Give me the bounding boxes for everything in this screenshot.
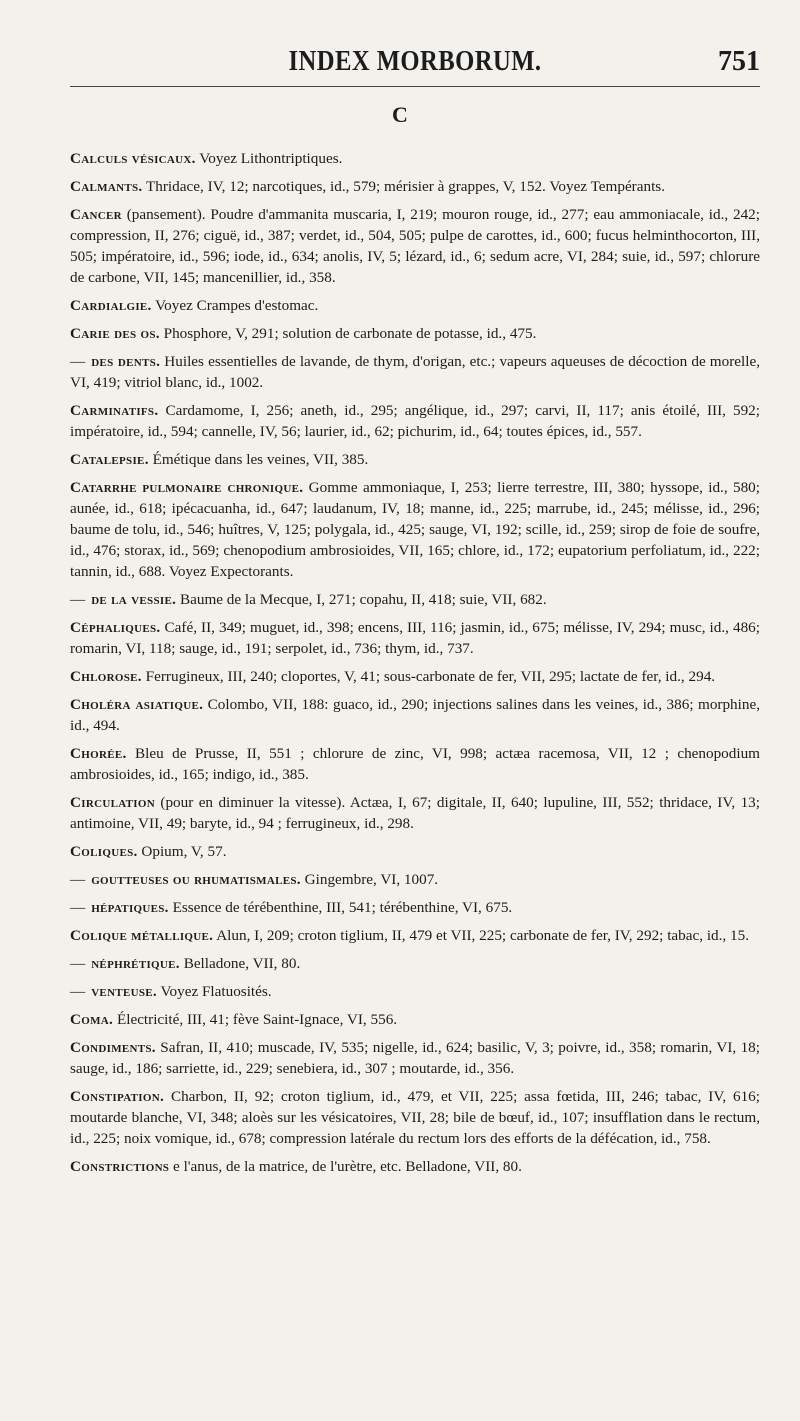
- entry-text: Émétique dans les veines, VII, 385.: [148, 451, 369, 468]
- index-entry: [70, 869, 760, 890]
- entry-text: Alun, I, 209; croton tiglium, II, 479 et VII, 225; carbonate de fer, IV, 292; tabac, id., 15.: [213, 927, 750, 944]
- entry-text: Gomme ammoniaque, I, 253; lierre terrestre, III, 380; hyssope, id., 580; aunée, id., 618; ipécacuanha, id., 647; laudanum, IV, 18; manne, id., 225; marrube, id., 245; mélisse, id., 296; baume de tolu, id., 546; huîtres, V, 125; polygala, id., 425; sauge, VI, 192; scille, id., 259; sirop de foie de soufre, id., 476; storax, id., 569; chenopodium ambrosioides, VII, 165; chlore, id., 172; eupatorium perfoliatum, id., 222; tannin, id., 688. Voyez Expectorants.: [70, 479, 760, 580]
- entry-heading: Carie des os.: [70, 325, 160, 342]
- entry-text: Gingembre, VI, 1007.: [300, 871, 439, 888]
- entry-text: Thridace, IV, 12; narcotiques, id., 579; mérisier à grappes, V, 152. Voyez Tempérants.: [142, 178, 666, 195]
- entry-text: Électricité, III, 41; fève Saint-Ignace, VI, 556.: [113, 1011, 398, 1028]
- index-entry: [70, 1009, 760, 1030]
- entry-text: Voyez Lithontriptiques.: [195, 150, 343, 167]
- entry-heading: hépatiques.: [91, 899, 169, 916]
- index-entry: [70, 400, 760, 442]
- index-entry: [70, 148, 760, 169]
- index-entry: [70, 897, 760, 918]
- entry-heading: goutteuses ou rhumatismales.: [91, 871, 301, 888]
- index-entry: [70, 792, 760, 834]
- entry-text: (pour en diminuer la vitesse). Actæa, I, 67; digitale, II, 640; lupuline, III, 552; thridace, IV, 13; antimoine, VII, 49; baryte, id., 94 ; ferrugineux, id., 298.: [70, 794, 760, 832]
- entry-heading: Constrictions: [70, 1158, 170, 1175]
- entry-dash: —: [70, 591, 86, 608]
- entry-dash: —: [70, 353, 86, 370]
- entry-text: Colombo, VII, 188: guaco, id., 290; injections salines dans les veines, id., 386; morphine, id., 494.: [70, 696, 761, 734]
- index-entry: [70, 589, 760, 610]
- entry-heading: Choléra asiatique.: [70, 696, 204, 713]
- index-entry: [70, 449, 760, 470]
- entry-dash: —: [70, 955, 86, 972]
- entry-text: Baume de la Mecque, I, 271; copahu, II, 418; suie, VII, 682.: [176, 591, 547, 608]
- entry-text: Huiles essentielles de lavande, de thym, d'origan, etc.; vapeurs aqueuses de décoction de morelle, VI, 419; vitriol blanc, id., 1002.: [70, 353, 760, 391]
- entry-heading: néphrétique.: [91, 955, 180, 972]
- entry-heading: Cardialgie.: [70, 297, 152, 314]
- index-entry: [70, 477, 760, 582]
- entry-text: Charbon, II, 92; croton tiglium, id., 479, et VII, 225; assa fœtida, III, 246; tabac, IV, 616; moutarde blanche, VI, 348; aloès sur les vésicatoires, VII, 28; bile de bœuf, id., 107; insufflation dans le rectum, id., 225; noix vomique, id., 678; compression latérale du rectum lors des efforts de la défécation, id., 758.: [70, 1088, 760, 1147]
- entry-text: Voyez Flatuosités.: [156, 983, 272, 1000]
- entry-dash: —: [70, 871, 86, 888]
- entry-heading: Cancer: [70, 206, 122, 223]
- page-number: 751: [718, 46, 760, 77]
- entry-heading: Calculs vésicaux.: [70, 150, 196, 167]
- entry-text: Essence de térébenthine, III, 541; térébenthine, VI, 675.: [168, 899, 513, 916]
- entry-heading: Catarrhe pulmonaire chronique.: [70, 479, 304, 496]
- entry-text: Bleu de Prusse, II, 551 ; chlorure de zinc, VI, 998; actæa racemosa, VII, 12 ; chenopodium ambrosioides, id., 165; indigo, id., 385.: [70, 745, 760, 783]
- section-letter: C: [392, 102, 408, 127]
- index-entry: [70, 617, 760, 659]
- page-header: [70, 40, 760, 90]
- index-entry: [70, 351, 760, 393]
- entry-heading: Circulation: [70, 794, 155, 811]
- index-entry: [70, 694, 760, 736]
- entry-heading: Chlorose.: [70, 668, 142, 685]
- entry-heading: Carminatifs.: [70, 402, 159, 419]
- index-entry: [70, 925, 760, 946]
- index-entries: [70, 148, 760, 1184]
- entry-text: Safran, II, 410; muscade, IV, 535; nigelle, id., 624; basilic, V, 3; poivre, id., 358; romarin, VI, 18; sauge, id., 186; sarriette, id., 229; senebiera, id., 307 ; moutarde, id., 356.: [70, 1039, 760, 1077]
- entry-heading: Céphaliques.: [70, 619, 161, 636]
- running-title: INDEX MORBORUM.: [288, 46, 542, 77]
- entry-heading: Coliques.: [70, 843, 138, 860]
- index-entry: [70, 981, 760, 1002]
- index-entry: [70, 743, 760, 785]
- index-entry: [70, 204, 760, 288]
- entry-text: Opium, V, 57.: [137, 843, 227, 860]
- entry-dash: —: [70, 983, 86, 1000]
- entry-text: Voyez Crampes d'estomac.: [151, 297, 319, 314]
- entry-text: Café, II, 349; muguet, id., 398; encens, III, 116; jasmin, id., 675; mélisse, IV, 294; musc, id., 486; romarin, VI, 118; sauge, id., 191; serpolet, id., 736; thym, id., 737.: [70, 619, 760, 657]
- entry-text: e l'anus, de la matrice, de l'urètre, etc. Belladone, VII, 80.: [169, 1158, 522, 1175]
- index-entry: [70, 1037, 760, 1079]
- header-rule: [70, 86, 760, 87]
- index-entry: [70, 953, 760, 974]
- entry-heading: Colique métallique.: [70, 927, 214, 944]
- index-entry: [70, 1156, 760, 1177]
- entry-heading: Constipation.: [70, 1088, 165, 1105]
- entry-heading: Catalepsie.: [70, 451, 149, 468]
- entry-text: Phosphore, V, 291; solution de carbonate de potasse, id., 475.: [159, 325, 537, 342]
- entry-text: Cardamome, I, 256; aneth, id., 295; angélique, id., 297; carvi, II, 117; anis étoilé, III, 592; impératoire, id., 594; cannelle, IV, 56; laurier, id., 62; pichurim, id., 64; toutes épices, id., 557.: [70, 402, 760, 440]
- entry-text: (pansement). Poudre d'ammanita muscaria, I, 219; mouron rouge, id., 277; eau ammoniacale, id., 242; compression, II, 276; ciguë, id., 387; verdet, id., 504, 505; pulpe de carottes, id., 600; fucus helminthocorton, III, 505; impératoire, id., 596; iode, id., 634; anolis, IV, 5; lézard, id., 6; sedum acre, VI, 284; suie, id., 597; chlorure de carbone, VII, 145; mancenillier, id., 358.: [70, 206, 760, 286]
- entry-heading: venteuse.: [91, 983, 157, 1000]
- entry-text: Ferrugineux, III, 240; cloportes, V, 41; sous-carbonate de fer, VII, 295; lactate de fer, id., 294.: [141, 668, 716, 685]
- index-entry: [70, 176, 760, 197]
- entry-text: Belladone, VII, 80.: [179, 955, 301, 972]
- entry-heading: des dents.: [91, 353, 161, 370]
- entry-heading: Condiments.: [70, 1039, 156, 1056]
- index-entry: [70, 1086, 760, 1149]
- index-entry: [70, 295, 760, 316]
- entry-heading: Coma.: [70, 1011, 114, 1028]
- entry-dash: —: [70, 899, 86, 916]
- entry-heading: de la vessie.: [91, 591, 177, 608]
- entry-heading: Calmants.: [70, 178, 143, 195]
- index-entry: [70, 666, 760, 687]
- entry-heading: Chorée.: [70, 745, 127, 762]
- index-entry: [70, 841, 760, 862]
- index-entry: [70, 323, 760, 344]
